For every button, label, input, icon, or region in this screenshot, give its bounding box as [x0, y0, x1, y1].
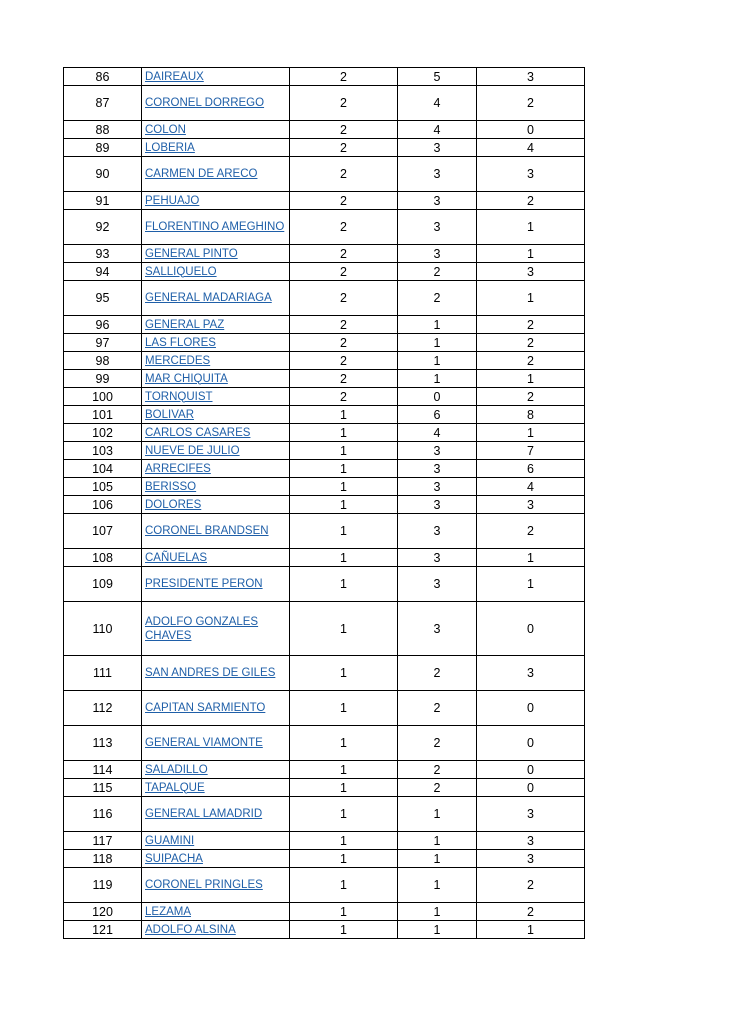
- name-cell: [142, 281, 290, 316]
- name-cell: [142, 726, 290, 761]
- value-3-cell: 3: [477, 263, 585, 281]
- name-cell: [142, 121, 290, 139]
- value-3-cell: 2: [477, 514, 585, 549]
- table-row: [64, 478, 585, 496]
- table-row: [64, 691, 585, 726]
- municipality-link[interactable]: GENERAL MADARIAGA: [145, 292, 272, 304]
- value-2-cell: 1: [398, 352, 477, 370]
- value-3-cell: 1: [477, 921, 585, 939]
- rank-cell: 120: [64, 903, 142, 921]
- rank-cell: 90: [64, 157, 142, 192]
- rank-cell: 111: [64, 656, 142, 691]
- table-row: [64, 352, 585, 370]
- rank-cell: 108: [64, 549, 142, 567]
- table-row: [64, 316, 585, 334]
- municipality-link[interactable]: ARRECIFES: [145, 462, 211, 475]
- value-1-cell: 1: [290, 549, 398, 567]
- municipality-link[interactable]: MERCEDES: [145, 354, 211, 367]
- name-cell: [142, 370, 290, 388]
- value-2-cell: 3: [398, 549, 477, 567]
- value-3-cell: 2: [477, 316, 585, 334]
- rank-cell: 101: [64, 406, 142, 424]
- name-cell: [142, 496, 290, 514]
- value-2-cell: 1: [398, 797, 477, 832]
- value-2-cell: 1: [398, 868, 477, 903]
- value-1-cell: 1: [290, 656, 398, 691]
- value-1-cell: 2: [290, 263, 398, 281]
- value-3-cell: 2: [477, 352, 585, 370]
- value-1-cell: 1: [290, 761, 398, 779]
- value-2-cell: 5: [398, 68, 477, 86]
- value-3-cell: 1: [477, 549, 585, 567]
- value-3-cell: 1: [477, 567, 585, 602]
- municipality-link[interactable]: CORONEL BRANDSEN: [145, 525, 269, 537]
- rank-cell: 95: [64, 281, 142, 316]
- value-2-cell: 2: [398, 761, 477, 779]
- value-2-cell: 2: [398, 691, 477, 726]
- value-3-cell: 4: [477, 478, 585, 496]
- value-1-cell: 2: [290, 316, 398, 334]
- municipality-link[interactable]: CAÑUELAS: [145, 551, 207, 564]
- value-2-cell: 1: [398, 921, 477, 939]
- value-2-cell: 2: [398, 656, 477, 691]
- table-row: [64, 388, 585, 406]
- table-row: [64, 245, 585, 263]
- value-2-cell: 3: [398, 442, 477, 460]
- name-cell: [142, 514, 290, 549]
- value-3-cell: 1: [477, 370, 585, 388]
- value-2-cell: 3: [398, 567, 477, 602]
- value-1-cell: 1: [290, 424, 398, 442]
- municipality-link[interactable]: FLORENTINO AMEGHINO: [145, 221, 285, 233]
- name-cell: [142, 478, 290, 496]
- name-cell: [142, 388, 290, 406]
- municipality-link[interactable]: CARMEN DE ARECO: [145, 168, 258, 180]
- rank-cell: 105: [64, 478, 142, 496]
- rank-cell: 106: [64, 496, 142, 514]
- rank-cell: 121: [64, 921, 142, 939]
- value-3-cell: 2: [477, 192, 585, 210]
- value-1-cell: 2: [290, 352, 398, 370]
- name-cell: [142, 797, 290, 832]
- rank-cell: 109: [64, 567, 142, 602]
- rank-cell: 98: [64, 352, 142, 370]
- table-row: [64, 921, 585, 939]
- rank-cell: 102: [64, 424, 142, 442]
- table-row: [64, 263, 585, 281]
- name-cell: [142, 157, 290, 192]
- value-3-cell: 3: [477, 656, 585, 691]
- table-row: [64, 68, 585, 86]
- name-cell: [142, 352, 290, 370]
- rank-cell: 89: [64, 139, 142, 157]
- name-cell: [142, 761, 290, 779]
- name-cell: [142, 549, 290, 567]
- table-row: [64, 496, 585, 514]
- value-3-cell: 0: [477, 761, 585, 779]
- value-2-cell: 2: [398, 726, 477, 761]
- value-1-cell: 1: [290, 797, 398, 832]
- table-row: [64, 761, 585, 779]
- name-cell: [142, 139, 290, 157]
- value-3-cell: 2: [477, 868, 585, 903]
- name-cell: [142, 921, 290, 939]
- value-1-cell: 1: [290, 514, 398, 549]
- value-3-cell: 3: [477, 496, 585, 514]
- municipality-link[interactable]: COLON: [145, 123, 186, 136]
- municipality-link[interactable]: GENERAL PINTO: [145, 247, 238, 260]
- municipality-link[interactable]: PRESIDENTE PERON: [145, 578, 263, 590]
- municipality-link[interactable]: CARLOS CASARES: [145, 426, 251, 439]
- table-row: [64, 370, 585, 388]
- rank-cell: 103: [64, 442, 142, 460]
- name-cell: [142, 68, 290, 86]
- value-2-cell: 1: [398, 316, 477, 334]
- table-row: [64, 656, 585, 691]
- municipality-link[interactable]: CORONEL PRINGLES: [145, 879, 263, 891]
- value-3-cell: 0: [477, 691, 585, 726]
- value-2-cell: 3: [398, 478, 477, 496]
- municipality-link[interactable]: NUEVE DE JULIO: [145, 444, 240, 457]
- value-2-cell: 3: [398, 514, 477, 549]
- value-2-cell: 3: [398, 245, 477, 263]
- name-cell: [142, 602, 290, 656]
- rank-cell: 92: [64, 210, 142, 245]
- value-2-cell: 3: [398, 192, 477, 210]
- municipality-link[interactable]: GENERAL VIAMONTE: [145, 737, 263, 749]
- value-2-cell: 0: [398, 388, 477, 406]
- value-3-cell: 2: [477, 86, 585, 121]
- name-cell: [142, 86, 290, 121]
- value-1-cell: 2: [290, 281, 398, 316]
- municipality-link[interactable]: GENERAL LAMADRID: [145, 808, 263, 820]
- municipality-link[interactable]: DOLORES: [145, 498, 202, 511]
- table-row: [64, 424, 585, 442]
- value-3-cell: 3: [477, 797, 585, 832]
- value-2-cell: 1: [398, 370, 477, 388]
- value-3-cell: 1: [477, 424, 585, 442]
- municipality-link[interactable]: SUIPACHA: [145, 852, 203, 865]
- value-3-cell: 8: [477, 406, 585, 424]
- value-3-cell: 1: [477, 245, 585, 263]
- table-row: [64, 442, 585, 460]
- table-row: [64, 192, 585, 210]
- name-cell: [142, 316, 290, 334]
- value-3-cell: 0: [477, 121, 585, 139]
- value-3-cell: 0: [477, 726, 585, 761]
- table-row: [64, 210, 585, 245]
- value-1-cell: 2: [290, 370, 398, 388]
- name-cell: [142, 460, 290, 478]
- value-2-cell: 1: [398, 903, 477, 921]
- municipality-link[interactable]: BERISSO: [145, 480, 197, 493]
- municipality-link[interactable]: TAPALQUE: [145, 781, 205, 794]
- rank-cell: 97: [64, 334, 142, 352]
- value-3-cell: 4: [477, 139, 585, 157]
- value-3-cell: 0: [477, 779, 585, 797]
- table-row: [64, 406, 585, 424]
- value-2-cell: 4: [398, 424, 477, 442]
- name-cell: [142, 567, 290, 602]
- name-cell: [142, 210, 290, 245]
- value-1-cell: 1: [290, 478, 398, 496]
- table-row: [64, 797, 585, 832]
- municipality-link[interactable]: SALADILLO: [145, 763, 208, 776]
- ranking-table-body: [64, 68, 585, 939]
- value-3-cell: 1: [477, 210, 585, 245]
- table-row: [64, 779, 585, 797]
- value-2-cell: 1: [398, 850, 477, 868]
- municipality-link[interactable]: PEHUAJO: [145, 194, 200, 207]
- value-1-cell: 1: [290, 691, 398, 726]
- municipality-link[interactable]: GENERAL PAZ: [145, 318, 225, 331]
- value-1-cell: 1: [290, 496, 398, 514]
- value-1-cell: 1: [290, 903, 398, 921]
- rank-cell: 104: [64, 460, 142, 478]
- value-1-cell: 2: [290, 245, 398, 263]
- value-2-cell: 3: [398, 157, 477, 192]
- rank-cell: 118: [64, 850, 142, 868]
- value-3-cell: 2: [477, 334, 585, 352]
- rank-cell: 112: [64, 691, 142, 726]
- municipality-link[interactable]: CAPITAN SARMIENTO: [145, 702, 266, 714]
- value-3-cell: 3: [477, 832, 585, 850]
- value-3-cell: 1: [477, 281, 585, 316]
- name-cell: [142, 245, 290, 263]
- rank-cell: 88: [64, 121, 142, 139]
- rank-cell: 117: [64, 832, 142, 850]
- municipality-link[interactable]: MAR CHIQUITA: [145, 372, 228, 385]
- name-cell: [142, 691, 290, 726]
- value-1-cell: 1: [290, 442, 398, 460]
- rank-cell: 100: [64, 388, 142, 406]
- value-1-cell: 1: [290, 868, 398, 903]
- value-2-cell: 3: [398, 460, 477, 478]
- table-row: [64, 121, 585, 139]
- municipality-link[interactable]: LEZAMA: [145, 905, 192, 918]
- value-3-cell: 2: [477, 388, 585, 406]
- name-cell: [142, 850, 290, 868]
- value-2-cell: 6: [398, 406, 477, 424]
- rank-cell: 93: [64, 245, 142, 263]
- rank-cell: 107: [64, 514, 142, 549]
- rank-cell: 110: [64, 602, 142, 656]
- rank-cell: 116: [64, 797, 142, 832]
- municipality-link[interactable]: LOBERIA: [145, 141, 195, 154]
- name-cell: [142, 406, 290, 424]
- rank-cell: 113: [64, 726, 142, 761]
- rank-cell: 91: [64, 192, 142, 210]
- value-2-cell: 1: [398, 334, 477, 352]
- municipality-link[interactable]: GUAMINI: [145, 834, 195, 847]
- value-1-cell: 2: [290, 334, 398, 352]
- value-3-cell: 3: [477, 157, 585, 192]
- value-1-cell: 1: [290, 726, 398, 761]
- value-1-cell: 2: [290, 139, 398, 157]
- value-1-cell: 2: [290, 157, 398, 192]
- table-row: [64, 86, 585, 121]
- name-cell: [142, 903, 290, 921]
- value-1-cell: 2: [290, 192, 398, 210]
- value-1-cell: 2: [290, 121, 398, 139]
- table-row: [64, 726, 585, 761]
- value-1-cell: 2: [290, 68, 398, 86]
- name-cell: [142, 832, 290, 850]
- value-1-cell: 1: [290, 567, 398, 602]
- rank-cell: 87: [64, 86, 142, 121]
- rank-cell: 94: [64, 263, 142, 281]
- municipality-link[interactable]: SAN ANDRES DE GILES: [145, 667, 276, 679]
- value-3-cell: 2: [477, 903, 585, 921]
- table-row: [64, 514, 585, 549]
- value-3-cell: 6: [477, 460, 585, 478]
- value-2-cell: 1: [398, 832, 477, 850]
- municipality-link[interactable]: BOLIVAR: [145, 408, 194, 421]
- value-2-cell: 2: [398, 263, 477, 281]
- name-cell: [142, 442, 290, 460]
- value-1-cell: 1: [290, 460, 398, 478]
- municipality-link[interactable]: CORONEL DORREGO: [145, 97, 265, 109]
- value-1-cell: 1: [290, 602, 398, 656]
- value-3-cell: 3: [477, 850, 585, 868]
- name-cell: [142, 868, 290, 903]
- municipality-link[interactable]: ADOLFO GONZALES CHAVES: [145, 615, 259, 642]
- name-cell: [142, 334, 290, 352]
- name-cell: [142, 424, 290, 442]
- table-row: [64, 868, 585, 903]
- table-row: [64, 903, 585, 921]
- municipality-link[interactable]: SALLIQUELO: [145, 265, 217, 278]
- value-1-cell: 1: [290, 832, 398, 850]
- table-row: [64, 832, 585, 850]
- name-cell: [142, 192, 290, 210]
- value-1-cell: 2: [290, 86, 398, 121]
- value-2-cell: 3: [398, 139, 477, 157]
- value-1-cell: 1: [290, 921, 398, 939]
- municipality-link[interactable]: ADOLFO ALSINA: [145, 923, 236, 936]
- rank-cell: 99: [64, 370, 142, 388]
- value-2-cell: 2: [398, 779, 477, 797]
- rank-cell: 86: [64, 68, 142, 86]
- rank-cell: 96: [64, 316, 142, 334]
- value-1-cell: 1: [290, 406, 398, 424]
- value-2-cell: 4: [398, 86, 477, 121]
- ranking-table: [63, 67, 585, 939]
- municipality-link[interactable]: DAIREAUX: [145, 70, 204, 83]
- value-1-cell: 2: [290, 210, 398, 245]
- value-2-cell: 3: [398, 210, 477, 245]
- municipality-link[interactable]: TORNQUIST: [145, 390, 213, 403]
- table-row: [64, 549, 585, 567]
- table-row: [64, 567, 585, 602]
- value-3-cell: 7: [477, 442, 585, 460]
- table-row: [64, 460, 585, 478]
- value-2-cell: 4: [398, 121, 477, 139]
- rank-cell: 115: [64, 779, 142, 797]
- rank-cell: 114: [64, 761, 142, 779]
- name-cell: [142, 656, 290, 691]
- rank-cell: 119: [64, 868, 142, 903]
- municipality-link[interactable]: LAS FLORES: [145, 336, 216, 349]
- value-1-cell: 1: [290, 779, 398, 797]
- value-3-cell: 0: [477, 602, 585, 656]
- table-row: [64, 281, 585, 316]
- table-row: [64, 602, 585, 656]
- table-row: [64, 157, 585, 192]
- table-row: [64, 139, 585, 157]
- value-2-cell: 3: [398, 496, 477, 514]
- value-3-cell: 3: [477, 68, 585, 86]
- value-1-cell: 2: [290, 388, 398, 406]
- table-row: [64, 850, 585, 868]
- value-2-cell: 3: [398, 602, 477, 656]
- name-cell: [142, 263, 290, 281]
- value-1-cell: 1: [290, 850, 398, 868]
- name-cell: [142, 779, 290, 797]
- value-2-cell: 2: [398, 281, 477, 316]
- table-row: [64, 334, 585, 352]
